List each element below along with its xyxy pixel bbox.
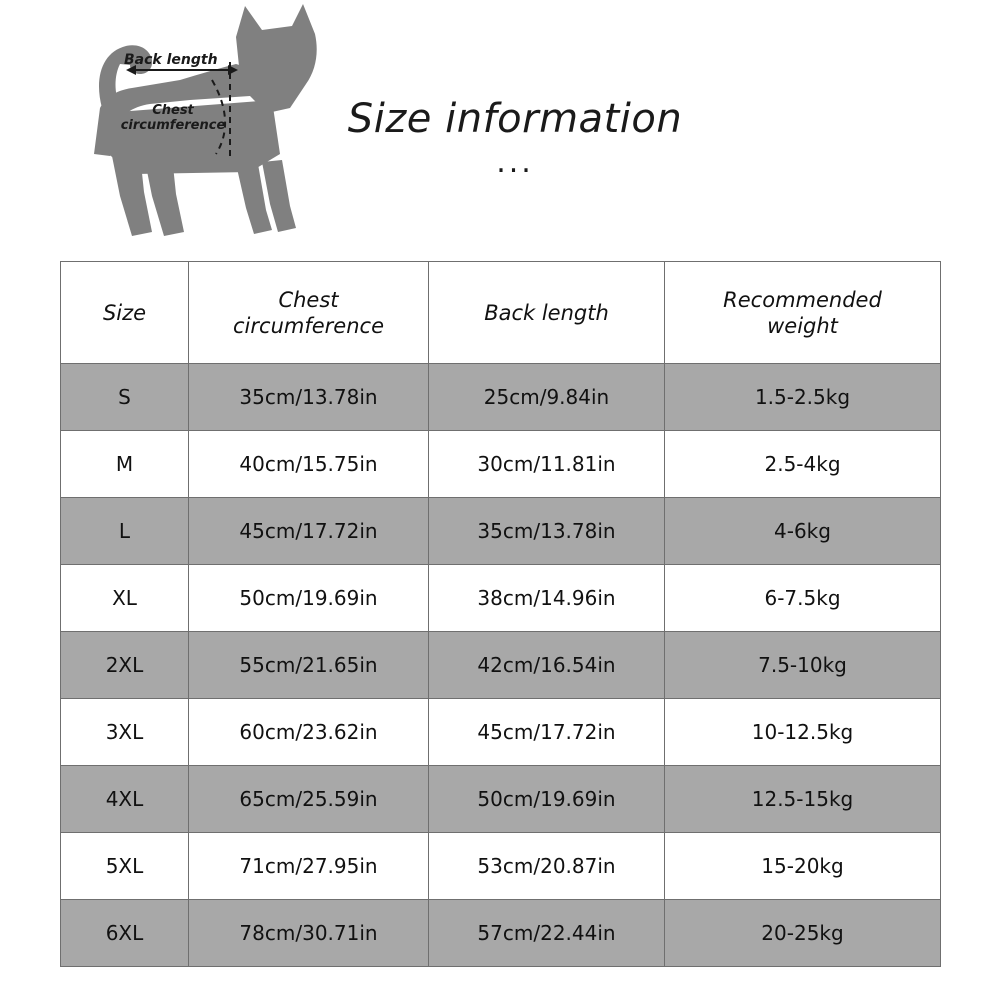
- page-title: Size information: [347, 96, 683, 142]
- cell-chest: 35cm/13.78in: [189, 364, 429, 431]
- cell-back-length: 50cm/19.69in: [429, 766, 665, 833]
- page-subtitle: ...: [496, 145, 534, 180]
- column-header-chest: [189, 262, 429, 364]
- cell-chest: 78cm/30.71in: [189, 900, 429, 967]
- size-table-container: [60, 261, 940, 967]
- table-row: [61, 632, 941, 699]
- cell-weight: 1.5-2.5kg: [665, 364, 941, 431]
- chest-annotation-line2: circumference: [120, 118, 226, 133]
- column-header-chest-line1: Chest: [278, 287, 339, 312]
- column-header-weight-line2: weight: [767, 313, 838, 338]
- cell-weight: 2.5-4kg: [665, 431, 941, 498]
- column-header-recommended-weight: [665, 262, 941, 364]
- cell-weight: 15-20kg: [665, 833, 941, 900]
- cell-weight: 10-12.5kg: [665, 699, 941, 766]
- cell-chest: 65cm/25.59in: [189, 766, 429, 833]
- dog-diagram: [40, 4, 340, 239]
- column-header-size: Size: [61, 262, 189, 364]
- cell-size: 3XL: [61, 699, 189, 766]
- table-row: [61, 565, 941, 632]
- table-row: [61, 431, 941, 498]
- cell-chest: 71cm/27.95in: [189, 833, 429, 900]
- cell-back-length: 35cm/13.78in: [429, 498, 665, 565]
- table-row: [61, 900, 941, 967]
- table-row: [61, 699, 941, 766]
- back-length-annotation: Back length: [124, 52, 218, 68]
- cell-back-length: 45cm/17.72in: [429, 699, 665, 766]
- cell-chest: 55cm/21.65in: [189, 632, 429, 699]
- header-illustration-area: [0, 0, 1001, 258]
- table-body: [61, 364, 941, 967]
- cell-weight: 6-7.5kg: [665, 565, 941, 632]
- chest-annotation-line1: Chest: [152, 103, 194, 118]
- cell-back-length: 30cm/11.81in: [429, 431, 665, 498]
- cell-chest: 40cm/15.75in: [189, 431, 429, 498]
- cell-back-length: 53cm/20.87in: [429, 833, 665, 900]
- cell-size: 4XL: [61, 766, 189, 833]
- cell-back-length: 42cm/16.54in: [429, 632, 665, 699]
- table-row: [61, 364, 941, 431]
- cell-back-length: 57cm/22.44in: [429, 900, 665, 967]
- cell-weight: 20-25kg: [665, 900, 941, 967]
- table-header: [61, 262, 941, 364]
- table-row: [61, 766, 941, 833]
- cell-weight: 12.5-15kg: [665, 766, 941, 833]
- cell-back-length: 25cm/9.84in: [429, 364, 665, 431]
- cell-size: S: [61, 364, 189, 431]
- page-title-block: [300, 96, 730, 180]
- cell-size: 2XL: [61, 632, 189, 699]
- cell-chest: 45cm/17.72in: [189, 498, 429, 565]
- table-row: [61, 498, 941, 565]
- column-header-chest-line2: circumference: [233, 313, 384, 338]
- cell-chest: 50cm/19.69in: [189, 565, 429, 632]
- cell-size: 5XL: [61, 833, 189, 900]
- cell-chest: 60cm/23.62in: [189, 699, 429, 766]
- chest-circumference-annotation: [118, 103, 228, 133]
- table-header-row: [61, 262, 941, 364]
- column-header-weight-line1: Recommended: [723, 287, 882, 312]
- cell-weight: 4-6kg: [665, 498, 941, 565]
- cell-back-length: 38cm/14.96in: [429, 565, 665, 632]
- cell-size: XL: [61, 565, 189, 632]
- table-row: [61, 833, 941, 900]
- cell-size: L: [61, 498, 189, 565]
- cell-size: 6XL: [61, 900, 189, 967]
- column-header-back-length: Back length: [429, 262, 665, 364]
- cell-size: M: [61, 431, 189, 498]
- cell-weight: 7.5-10kg: [665, 632, 941, 699]
- size-table: [60, 261, 941, 967]
